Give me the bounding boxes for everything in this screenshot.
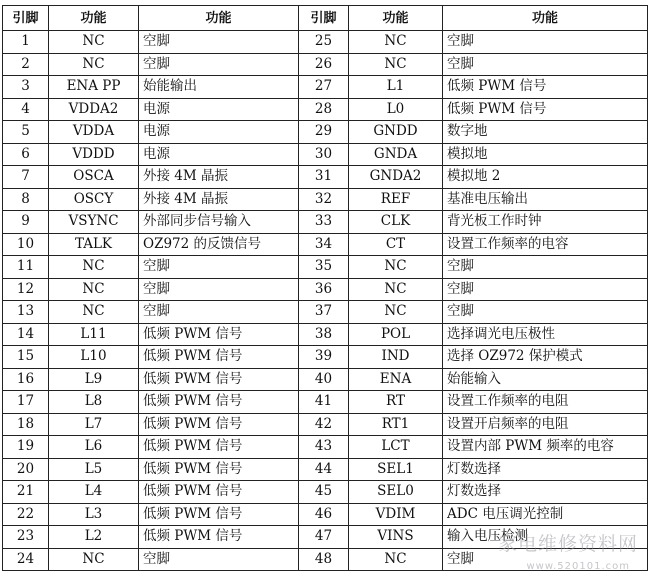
pin-function-right: 背光板工作时钟 (443, 211, 648, 234)
pin-number-right: 28 (299, 98, 349, 121)
pin-number-right: 47 (299, 526, 349, 549)
pin-number-right: 41 (299, 391, 349, 414)
pin-name-right: SEL1 (349, 458, 443, 481)
pin-number-left: 15 (3, 346, 49, 369)
pin-name-left: L9 (49, 368, 139, 391)
pin-function-table (2, 5, 648, 571)
pin-number-left: 2 (3, 53, 49, 76)
pin-name-left: L5 (49, 458, 139, 481)
pin-number-right: 30 (299, 143, 349, 166)
pin-function-left: 空脚 (139, 278, 299, 301)
table-row (3, 458, 648, 481)
pin-function-right: 基准电压输出 (443, 188, 648, 211)
pin-name-right: RT (349, 391, 443, 414)
pin-function-left: 空脚 (139, 31, 299, 54)
pin-number-right: 27 (299, 76, 349, 99)
pin-number-left: 21 (3, 481, 49, 504)
pin-number-right: 32 (299, 188, 349, 211)
pin-name-left: L4 (49, 481, 139, 504)
pin-number-right: 34 (299, 233, 349, 256)
table-row (3, 76, 648, 99)
pin-function-left: 低频 PWM 信号 (139, 346, 299, 369)
pin-function-left: 低频 PWM 信号 (139, 391, 299, 414)
pin-function-right: 选择 OZ972 保护模式 (443, 346, 648, 369)
pin-name-left: NC (49, 301, 139, 324)
pin-function-left: 始能输出 (139, 76, 299, 99)
table-row (3, 323, 648, 346)
table-row (3, 301, 648, 324)
pin-name-left: VDDA (49, 121, 139, 144)
pin-number-right: 26 (299, 53, 349, 76)
pin-number-left: 1 (3, 31, 49, 54)
pin-function-right: 空脚 (443, 256, 648, 279)
header-name-right: 功能 (349, 6, 443, 31)
pin-number-left: 9 (3, 211, 49, 234)
pin-name-right: NC (349, 301, 443, 324)
header-function-right: 功能 (443, 6, 648, 31)
pin-name-right: NC (349, 278, 443, 301)
pin-name-left: NC (49, 256, 139, 279)
pin-name-right: VDIM (349, 503, 443, 526)
pin-function-right: 空脚 (443, 278, 648, 301)
pin-number-right: 37 (299, 301, 349, 324)
table-row (3, 188, 648, 211)
pin-function-left: 外部同步信号输入 (139, 211, 299, 234)
watermark-text: 家电维修资料网 (497, 533, 638, 555)
pin-number-left: 20 (3, 458, 49, 481)
pin-function-right: 输入电压检测 (443, 526, 648, 549)
pin-function-left: 低频 PWM 信号 (139, 503, 299, 526)
table-row (3, 481, 648, 504)
pin-name-right: VINS (349, 526, 443, 549)
pin-name-right: POL (349, 323, 443, 346)
pin-name-right: CLK (349, 211, 443, 234)
table-row (3, 391, 648, 414)
pin-name-right: ENA (349, 368, 443, 391)
pin-function-left: 低频 PWM 信号 (139, 526, 299, 549)
pin-name-left: L8 (49, 391, 139, 414)
pin-function-right: 数字地 (443, 121, 648, 144)
pin-name-right: CT (349, 233, 443, 256)
pin-function-right: 模拟地 (443, 143, 648, 166)
pin-number-right: 42 (299, 413, 349, 436)
pin-number-left: 8 (3, 188, 49, 211)
pin-name-right: GNDA2 (349, 166, 443, 189)
pin-number-right: 46 (299, 503, 349, 526)
pin-function-left: 低频 PWM 信号 (139, 368, 299, 391)
pin-name-right: LCT (349, 436, 443, 459)
pin-number-left: 3 (3, 76, 49, 99)
pin-name-right: L1 (349, 76, 443, 99)
pin-function-right: 低频 PWM 信号 (443, 98, 648, 121)
pin-name-left: L7 (49, 413, 139, 436)
pin-function-right: 灯数选择 (443, 458, 648, 481)
table-row (3, 143, 648, 166)
pin-name-left: OSCY (49, 188, 139, 211)
pin-number-left: 5 (3, 121, 49, 144)
pin-function-left: 低频 PWM 信号 (139, 323, 299, 346)
table-row (3, 413, 648, 436)
pin-function-left: 空脚 (139, 256, 299, 279)
pin-name-left: NC (49, 31, 139, 54)
pin-function-left: OZ972 的反馈信号 (139, 233, 299, 256)
pin-name-left: VDDD (49, 143, 139, 166)
pin-number-right: 40 (299, 368, 349, 391)
pin-number-right: 45 (299, 481, 349, 504)
pin-function-right: 设置内部 PWM 频率的电容 (443, 436, 648, 459)
pin-name-right: GNDD (349, 121, 443, 144)
pin-name-left: VSYNC (49, 211, 139, 234)
pin-function-right: 模拟地 2 (443, 166, 648, 189)
pin-name-right: NC (349, 31, 443, 54)
pin-function-right: 设置工作频率的电阻 (443, 391, 648, 414)
table-row (3, 368, 648, 391)
header-name-left: 功能 (49, 6, 139, 31)
pin-number-left: 18 (3, 413, 49, 436)
pin-name-left: NC (49, 548, 139, 571)
pin-name-left: NC (49, 53, 139, 76)
pin-number-left: 22 (3, 503, 49, 526)
pin-number-right: 43 (299, 436, 349, 459)
pin-number-right: 25 (299, 31, 349, 54)
table-row (3, 211, 648, 234)
pin-number-left: 13 (3, 301, 49, 324)
pin-function-left: 电源 (139, 121, 299, 144)
table-row (3, 256, 648, 279)
table-row (3, 278, 648, 301)
pin-name-right: NC (349, 548, 443, 571)
table-header-row (3, 6, 648, 31)
table-row (3, 436, 648, 459)
pin-name-left: L6 (49, 436, 139, 459)
pin-number-left: 24 (3, 548, 49, 571)
pin-function-right: 空脚 (443, 53, 648, 76)
pin-function-right: ADC 电压调光控制 (443, 503, 648, 526)
pin-name-right: NC (349, 53, 443, 76)
pin-name-left: L10 (49, 346, 139, 369)
pin-function-right: 始能输入 (443, 368, 648, 391)
pin-number-left: 7 (3, 166, 49, 189)
site-watermark-logo (494, 530, 644, 578)
pin-function-left: 电源 (139, 143, 299, 166)
pin-function-left: 低频 PWM 信号 (139, 436, 299, 459)
table-row (3, 233, 648, 256)
pin-function-right: 空脚 (443, 301, 648, 324)
pin-function-left: 低频 PWM 信号 (139, 481, 299, 504)
pin-name-left: L3 (49, 503, 139, 526)
pin-function-right: 空脚 (443, 548, 648, 571)
pin-name-right: GNDA (349, 143, 443, 166)
table-row (3, 53, 648, 76)
pin-name-right: NC (349, 256, 443, 279)
pin-number-left: 16 (3, 368, 49, 391)
pin-number-right: 38 (299, 323, 349, 346)
pin-function-right: 设置工作频率的电容 (443, 233, 648, 256)
table-row (3, 98, 648, 121)
pin-name-left: L11 (49, 323, 139, 346)
watermark-url: www.520101.com (526, 561, 630, 572)
table-row (3, 503, 648, 526)
pin-function-left: 外接 4M 晶振 (139, 166, 299, 189)
pin-function-left: 空脚 (139, 53, 299, 76)
pin-name-right: IND (349, 346, 443, 369)
table-row (3, 346, 648, 369)
pin-number-right: 36 (299, 278, 349, 301)
table-row (3, 121, 648, 144)
table-row (3, 31, 648, 54)
pin-number-left: 10 (3, 233, 49, 256)
pin-number-left: 12 (3, 278, 49, 301)
header-pin-left: 引脚 (3, 6, 49, 31)
pin-name-right: RT1 (349, 413, 443, 436)
pin-number-right: 35 (299, 256, 349, 279)
pin-number-right: 48 (299, 548, 349, 571)
pin-function-right: 灯数选择 (443, 481, 648, 504)
pin-function-left: 空脚 (139, 301, 299, 324)
pin-number-left: 11 (3, 256, 49, 279)
pin-function-right: 选择调光电压极性 (443, 323, 648, 346)
pin-name-left: L2 (49, 526, 139, 549)
table-row (3, 166, 648, 189)
pin-function-left: 电源 (139, 98, 299, 121)
pin-number-right: 31 (299, 166, 349, 189)
pin-name-left: TALK (49, 233, 139, 256)
pin-number-right: 29 (299, 121, 349, 144)
pin-number-left: 4 (3, 98, 49, 121)
pin-number-left: 17 (3, 391, 49, 414)
pin-name-left: ENA PP (49, 76, 139, 99)
pin-number-right: 33 (299, 211, 349, 234)
pin-number-right: 44 (299, 458, 349, 481)
pin-name-right: REF (349, 188, 443, 211)
pin-function-left: 外接 4M 晶振 (139, 188, 299, 211)
pin-name-right: L0 (349, 98, 443, 121)
pin-name-left: NC (49, 278, 139, 301)
header-pin-right: 引脚 (299, 6, 349, 31)
header-function-left: 功能 (139, 6, 299, 31)
pin-name-left: VDDA2 (49, 98, 139, 121)
pin-number-left: 14 (3, 323, 49, 346)
pin-number-left: 23 (3, 526, 49, 549)
pin-function-right: 空脚 (443, 31, 648, 54)
pin-function-right: 设置开启频率的电阻 (443, 413, 648, 436)
pin-function-left: 低频 PWM 信号 (139, 413, 299, 436)
pin-number-left: 19 (3, 436, 49, 459)
pin-name-left: OSCA (49, 166, 139, 189)
pin-function-left: 空脚 (139, 548, 299, 571)
pin-number-left: 6 (3, 143, 49, 166)
pin-function-left: 低频 PWM 信号 (139, 458, 299, 481)
pin-number-right: 39 (299, 346, 349, 369)
pin-name-right: SEL0 (349, 481, 443, 504)
pin-function-right: 低频 PWM 信号 (443, 76, 648, 99)
